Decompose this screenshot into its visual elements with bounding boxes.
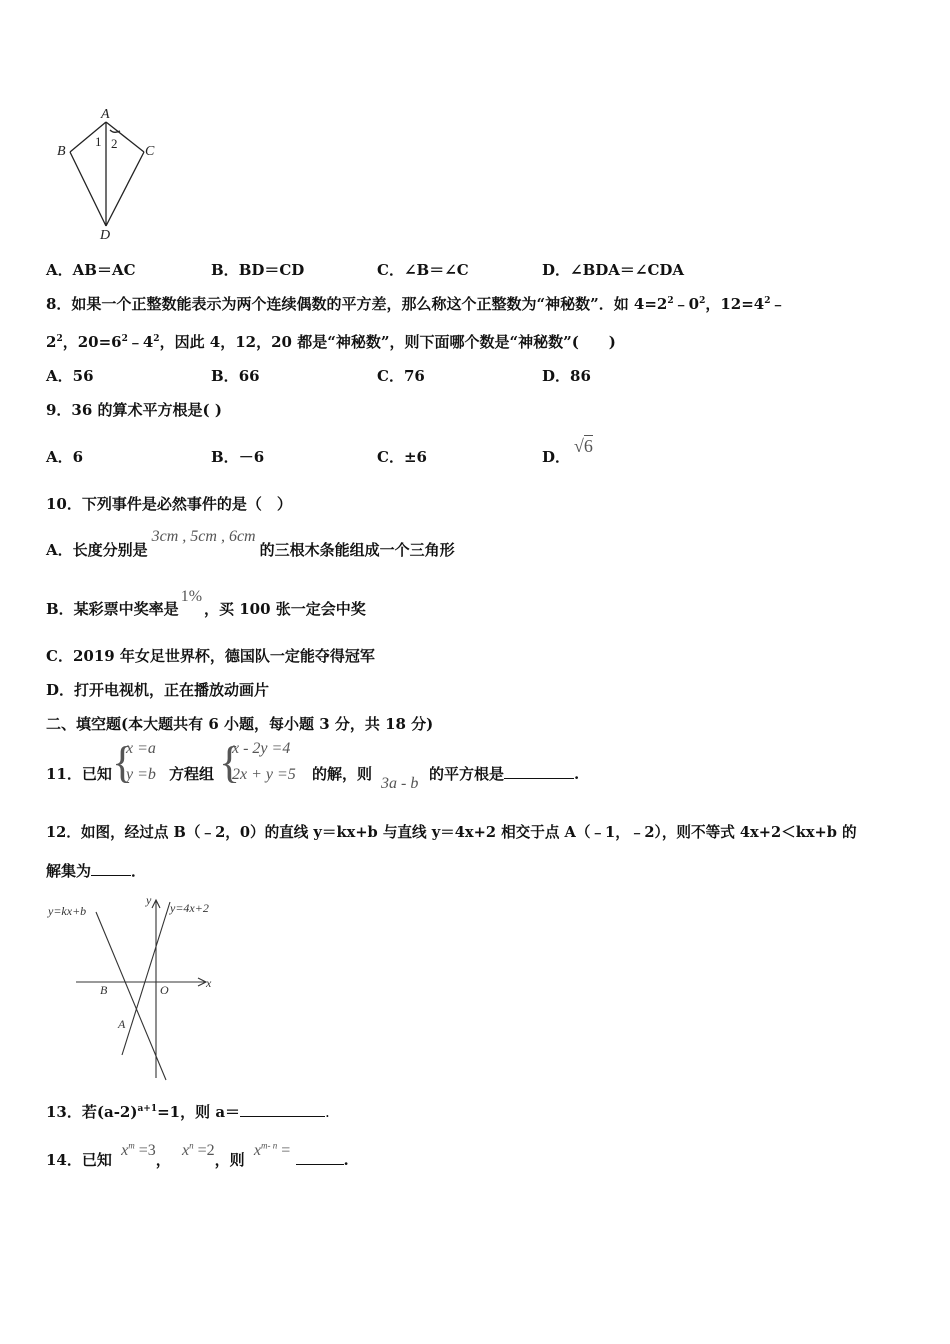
q11-mid: 方程组 (169, 765, 215, 783)
q10-option-b: B．某彩票中奖率是1%，买 100 张一定会中奖 (46, 588, 366, 618)
q12-answer-blank[interactable] (91, 861, 131, 876)
q9-stem: 9．36 的算术平方根是( ) (46, 401, 222, 419)
q11-suffix: 的平方根是 . (429, 765, 580, 783)
q8-option-a: A．56 (46, 367, 94, 385)
point-label-b: B (100, 983, 108, 997)
point-label-a: A (118, 1017, 126, 1031)
q8-line2: $2^2$，$20=6^2﹣4^2$，因此 4，12，20 都是“神秘数”，则下面哪个数是“神秘数”( ) (46, 333, 616, 351)
line-label-4x: y=4x+2 (170, 901, 209, 915)
q8-line1: 8．如果一个正整数能表示为两个连续偶数的平方差，那么称这个正整数为“神秘数”．如 $4=2^2﹣0^2$，$12=4^2﹣$ (46, 295, 786, 313)
lines-figure (44, 890, 234, 1085)
line-label-kx: y=kx+b (48, 904, 87, 918)
sqrt-radicand: 6 (583, 436, 593, 456)
q8-option-c: C．76 (377, 367, 425, 385)
q9-sqrt6 (574, 436, 593, 457)
kite-angle-2: 2 (111, 136, 118, 151)
q8-option-d: D．86 (542, 367, 591, 385)
q7-option-b: B．BD＝CD (211, 261, 305, 279)
kite-label-b: B (57, 144, 66, 159)
q9-option-c: C．±6 (377, 448, 427, 466)
q7-option-d: D．∠BDA＝∠CDA (542, 261, 685, 279)
q7-option-c: C．∠B＝∠C (377, 261, 469, 279)
kite-label-d: D (100, 228, 111, 243)
origin-label: O (160, 983, 169, 997)
q9-option-a: A．6 (46, 448, 84, 466)
q11-sys2-line2: 2x + y =5 (232, 766, 296, 783)
q11-expr: 3a - b (381, 775, 419, 792)
q13: 13．若$(a-2)^{a+1}=1$，则 a＝ . (46, 1103, 330, 1121)
q11-sys1-line1: x =a (126, 740, 156, 757)
sqrt-sign: √ (574, 436, 584, 456)
kite-label-a: A (101, 107, 110, 122)
kite-angle-1: 1 (95, 134, 102, 149)
q11-brace-1: { (112, 738, 134, 787)
axis-label-x: x (206, 976, 212, 990)
q8-option-b: B．66 (211, 367, 260, 385)
axis-label-y: y (146, 893, 152, 907)
q12-line1: 12．如图，经过点 B（﹣2，0）的直线 y＝kx+b 与直线 y＝4x+2 相交于点 A（﹣1，﹣2），则不等式 4x+2＜kx+b 的 (46, 824, 857, 841)
q10-option-c: C．2019 年女足世界杯，德国队一定能夺得冠军 (46, 647, 375, 665)
q10-stem: 10．下列事件是必然事件的是（ ） (46, 495, 292, 513)
q11-after: 的解，则 (312, 765, 373, 783)
kite-label-c: C (145, 144, 155, 159)
q9-option-b: B．－6 (211, 448, 265, 466)
q11-answer-blank[interactable] (504, 764, 574, 779)
q11-sys1-line2: y =b (126, 766, 156, 783)
q10-option-d: D．打开电视机，正在播放动画片 (46, 681, 270, 699)
q10-option-a: A．长度分别是3cm , 5cm , 6cm的三根木条能组成一个三角形 (46, 528, 455, 559)
q14: 14．已知 $x^m =3$， $x^n =2$，则 $x^{m- n}$ = . (46, 1140, 349, 1169)
q9-option-d: D． (542, 448, 571, 466)
q7-option-a: A．AB＝AC (46, 261, 136, 279)
q13-answer-blank[interactable] (240, 1102, 325, 1117)
q11-prefix: 11．已知 (46, 765, 112, 783)
q12-line2: 解集为 ． (46, 862, 147, 880)
kite-figure (50, 100, 170, 245)
section2-title: 二、填空题(本大题共有 6 小题，每小题 3 分，共 18 分) (46, 715, 434, 733)
q11-sys2-line1: x - 2y =4 (232, 740, 291, 757)
q14-answer-blank[interactable] (296, 1150, 344, 1165)
q11-brace-2: { (219, 738, 241, 787)
